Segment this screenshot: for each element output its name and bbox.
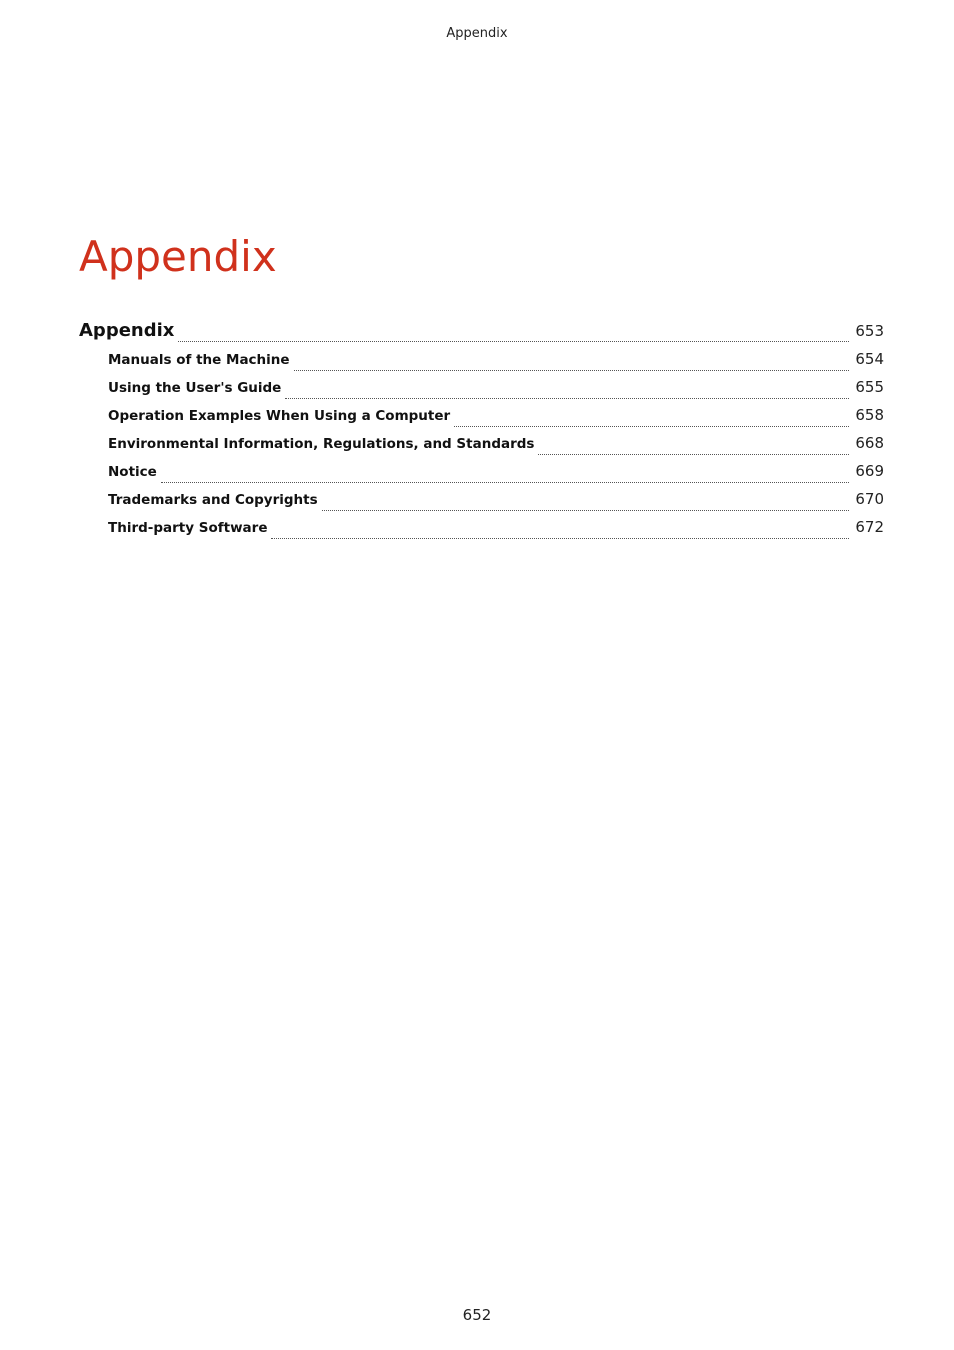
toc-entry-page: 669 <box>855 462 884 480</box>
toc-entry-appendix[interactable] <box>79 320 884 350</box>
toc-entry-label: Trademarks and Copyrights <box>108 492 318 508</box>
dot-leader <box>322 509 850 511</box>
dot-leader <box>161 481 850 483</box>
toc-entry-label: Third-party Software <box>108 520 268 536</box>
dot-leader <box>271 537 849 539</box>
dot-leader <box>294 369 850 371</box>
toc-entry-page: 655 <box>855 378 884 396</box>
toc-entry-label: Notice <box>108 464 157 480</box>
toc-entry-page: 653 <box>855 322 884 340</box>
toc-entry-using-the-users-guide[interactable] <box>79 378 884 406</box>
table-of-contents <box>79 320 884 546</box>
toc-entry-page: 668 <box>855 434 884 452</box>
toc-entry-label: Environmental Information, Regulations, and Standards <box>108 436 535 452</box>
toc-entry-notice[interactable] <box>79 462 884 490</box>
dot-leader <box>538 453 849 455</box>
toc-entry-operation-examples[interactable] <box>79 406 884 434</box>
toc-entry-label: Manuals of the Machine <box>108 352 290 368</box>
toc-entry-page: 670 <box>855 490 884 508</box>
toc-entry-label: Operation Examples When Using a Computer <box>108 408 451 424</box>
toc-entry-environmental-information[interactable] <box>79 434 884 462</box>
toc-entry-manuals-of-the-machine[interactable] <box>79 350 884 378</box>
dot-leader <box>178 340 849 342</box>
toc-entry-third-party-software[interactable] <box>79 518 884 546</box>
dot-leader <box>454 425 849 427</box>
chapter-title: Appendix <box>79 232 277 281</box>
dot-leader <box>285 397 849 399</box>
toc-entry-label: Using the User's Guide <box>108 380 282 396</box>
toc-entry-page: 654 <box>855 350 884 368</box>
toc-entry-page: 672 <box>855 518 884 536</box>
toc-entry-label: Appendix <box>79 320 175 341</box>
toc-entry-page: 658 <box>855 406 884 424</box>
running-header: Appendix <box>446 26 508 41</box>
page-number: 652 <box>462 1306 492 1324</box>
toc-entry-trademarks-and-copyrights[interactable] <box>79 490 884 518</box>
